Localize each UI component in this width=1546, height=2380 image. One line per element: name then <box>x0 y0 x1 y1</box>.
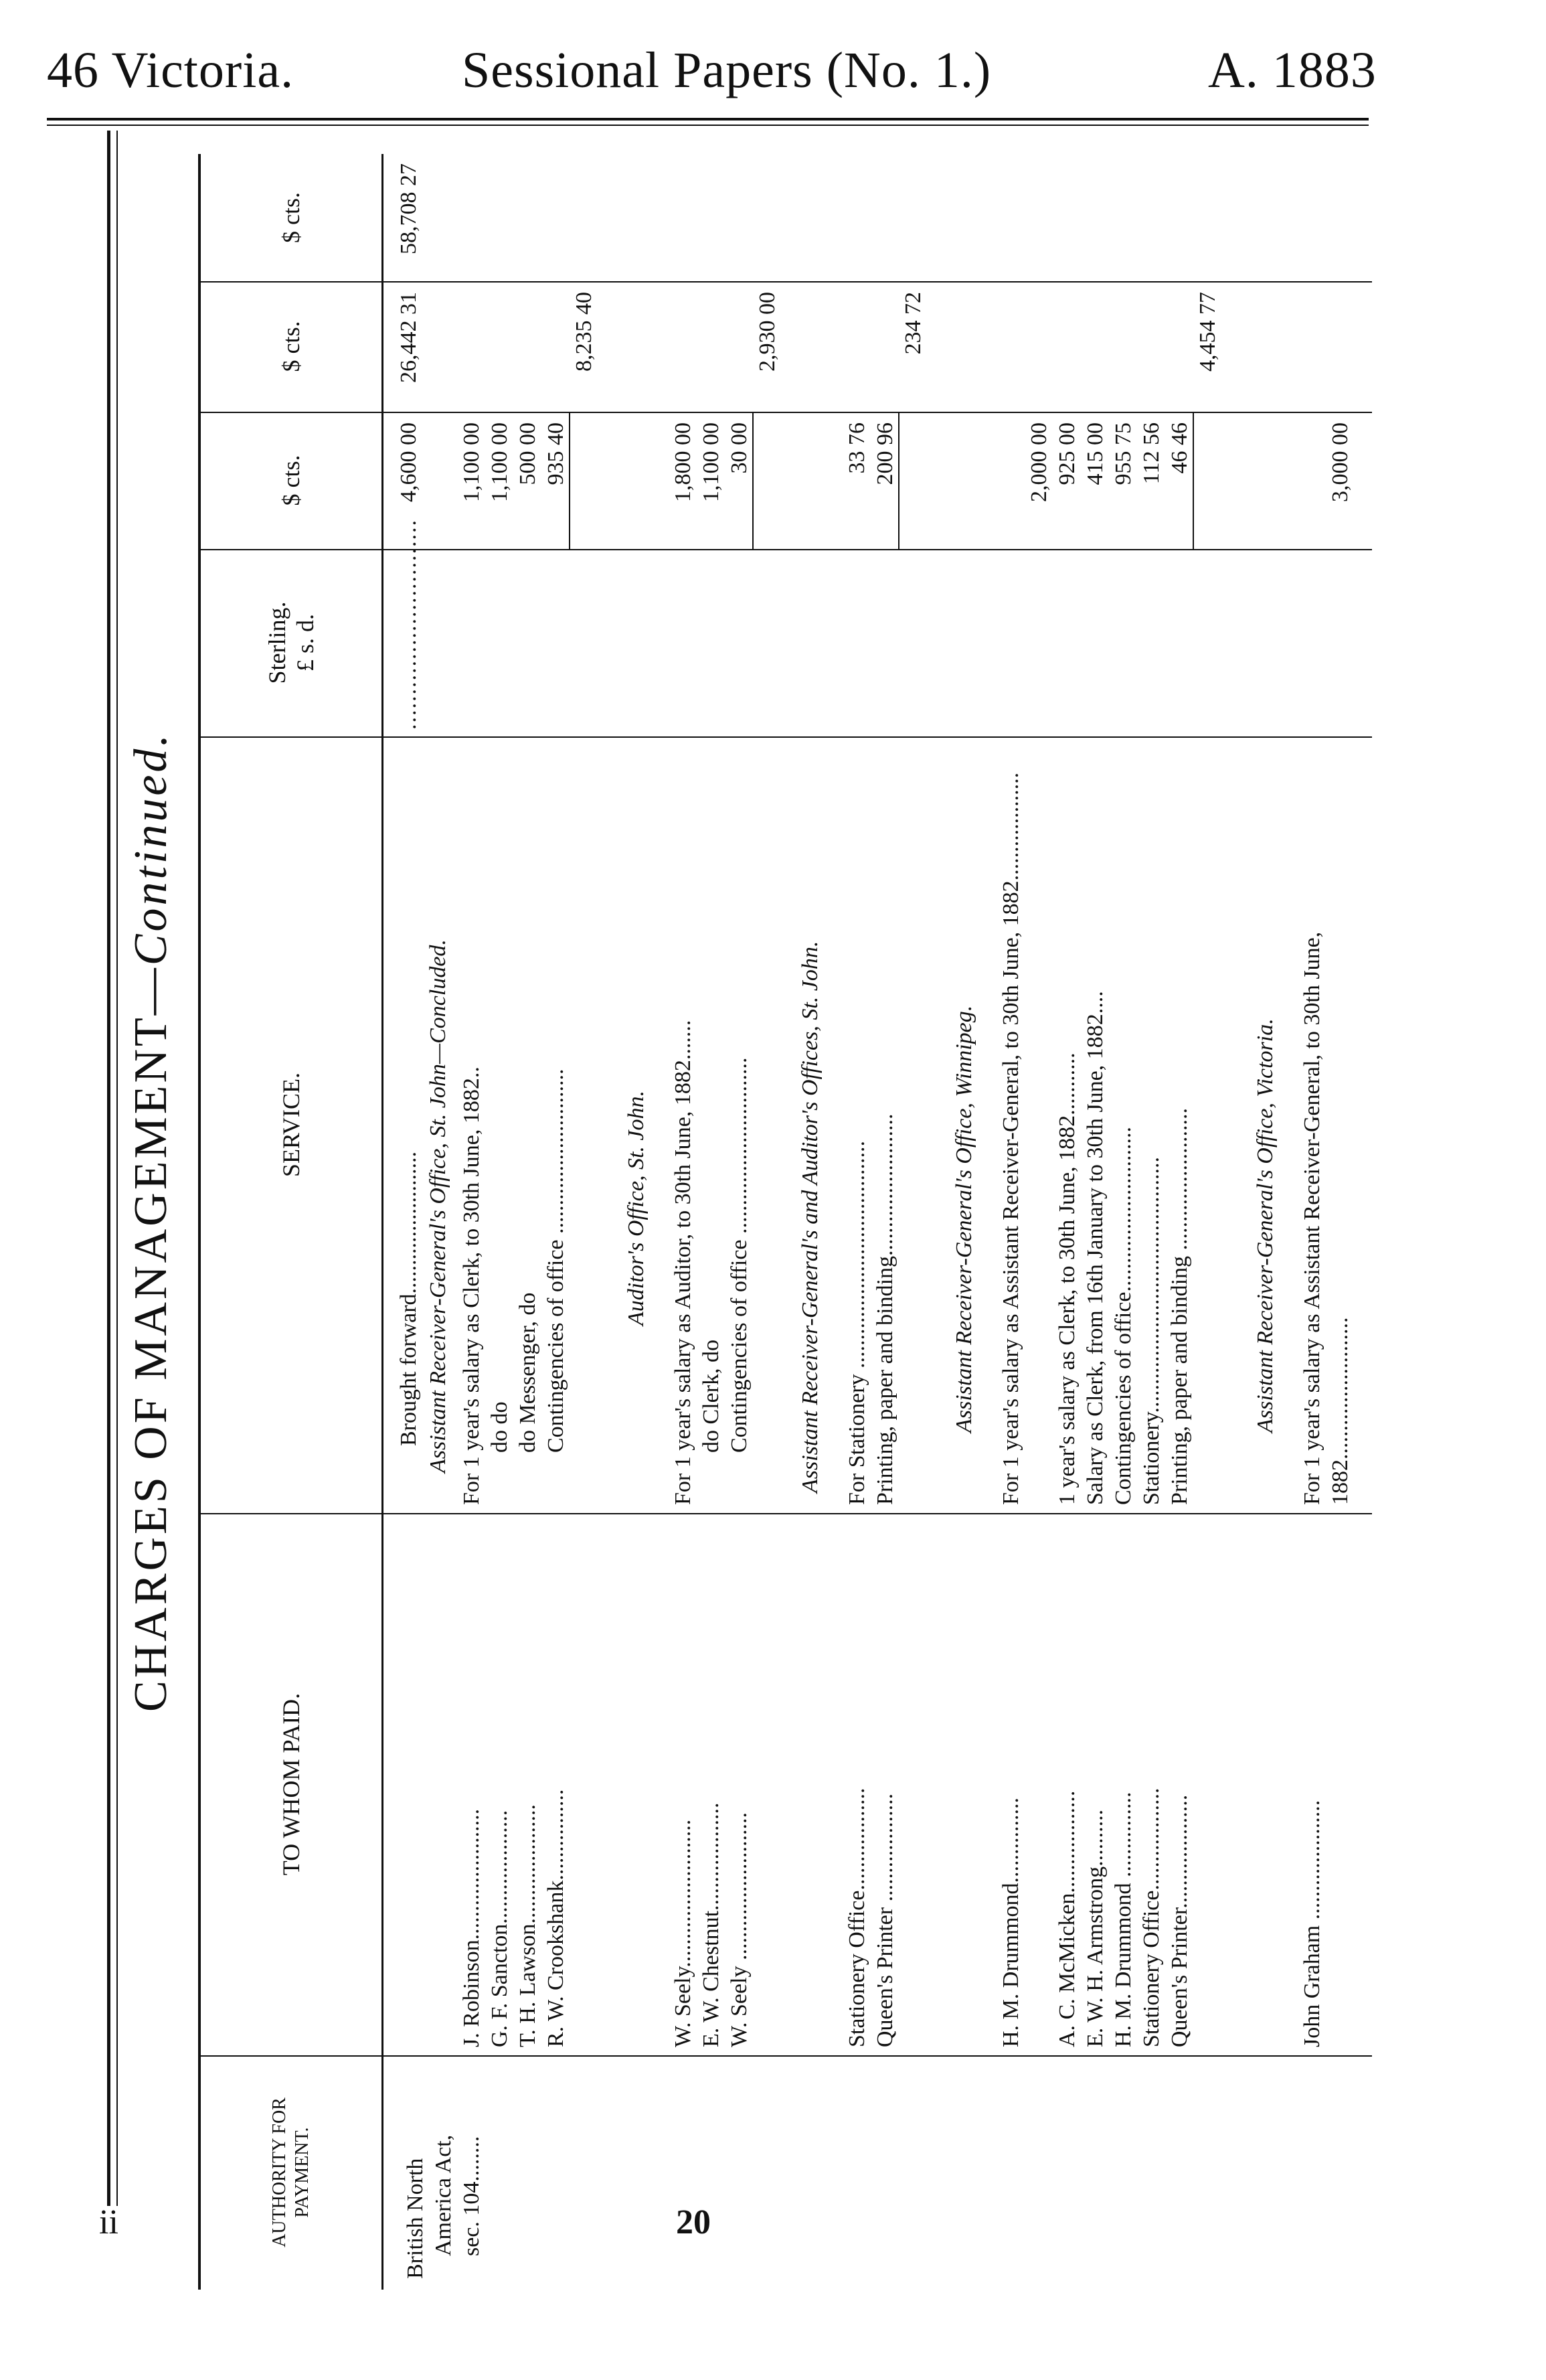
sum-rule-auditor <box>752 412 754 549</box>
amount-stationery-2: 112 56 <box>1139 422 1164 485</box>
page-number: 20 <box>676 2203 711 2241</box>
footer-left: ii <box>99 2203 118 2241</box>
service-printer-1: Printing, paper and binding......................... <box>873 1113 897 1505</box>
payee-drummond-2: H. M. Drummond ............... <box>1111 1792 1136 2047</box>
authority-line-1: British North <box>403 2158 428 2279</box>
service-crookshank: Contingencies of office ............................. <box>543 1068 568 1453</box>
brought-forward-label: Brought forward......................... <box>396 1151 421 1446</box>
table-title <box>124 154 178 2290</box>
payee-mcmicken: A. C. McMicken.................. <box>1055 1790 1080 2047</box>
amount-printer-1: 200 96 <box>873 422 897 485</box>
left-rule <box>107 131 110 2206</box>
payee-stationery-2: Stationery Office.................. <box>1139 1788 1164 2047</box>
service-stationery-2: Stationery............................................. <box>1139 1156 1164 1505</box>
amount-seely-2: 30 00 <box>727 422 752 474</box>
header-center: Sessional Papers (No. 1.) <box>462 42 992 98</box>
amount-chestnut: 1,100 00 <box>699 422 723 502</box>
title-main: CHARGES OF MANAGEMENT— <box>125 965 177 1712</box>
service-drummond-2: Contingencies of office............................. <box>1111 1126 1136 1505</box>
amount-drummond-2: 955 75 <box>1111 422 1136 485</box>
amount-stationery-1: 33 76 <box>845 422 869 474</box>
payee-printer-2: Queen's Printer.................... <box>1167 1794 1192 2047</box>
column-dollars-2 <box>201 281 1372 412</box>
sterling-dots: .............................. <box>396 519 421 730</box>
service-armstrong: Salary as Clerk, from 16th January to 30th June, 1882.... <box>1083 991 1108 1505</box>
header-authority: AUTHORITY FOR PAYMENT. <box>269 2097 313 2247</box>
section-heading-winnipeg: Assistant Receiver-General's Office, Winnipeg. <box>952 1005 976 1433</box>
header-right: A. 1883 <box>1208 42 1377 98</box>
payee-seely-1: W. Seely.......................... <box>671 1819 695 2047</box>
service-robinson: For 1 year's salary as Clerk, to 30th June, 1882.. <box>459 1066 484 1505</box>
payee-chestnut: E. W. Chestnut................... <box>699 1802 723 2047</box>
section-heading-victoria: Assistant Receiver-General's Office, Victoria. <box>1253 1018 1278 1433</box>
amount-printer-2: 46 46 <box>1167 422 1192 474</box>
service-drummond-1: For 1 year's salary as Assistant Receiver-General, to 30th June, 1882................... <box>999 772 1023 1505</box>
left-rule-thin <box>116 131 118 2206</box>
authority-line-3: sec. 104........ <box>459 2136 484 2256</box>
header-sterling-units: £ s. d. <box>292 614 319 672</box>
header-paid-to: TO WHOM PAID. <box>278 1692 305 1876</box>
payee-lawson: T. H. Lawson..................... <box>515 1804 540 2047</box>
subtotal-combined: 234 72 <box>901 292 926 355</box>
service-chestnut: do Clerk, do <box>699 1339 723 1453</box>
subtotal-brought-forward: 26,442 31 <box>396 292 421 383</box>
rotated-table-area <box>124 154 1369 2290</box>
section-heading-st-john: Assistant Receiver-General's Office, St. John—Concluded. <box>426 939 450 1473</box>
header-dollars-1: $ cts. <box>278 455 305 506</box>
amount-mcmicken: 925 00 <box>1055 422 1080 485</box>
amount-armstrong: 415 00 <box>1083 422 1108 485</box>
sum-rule-st-john <box>569 412 570 549</box>
header-left: 46 Victoria. <box>47 42 294 98</box>
authority-line-2: America Act, <box>431 2134 456 2256</box>
sum-rule-combined <box>898 412 899 549</box>
payee-stationery-1: Stationery Office.................. <box>845 1788 869 2047</box>
payee-drummond-1: H. M. Drummond............... <box>999 1797 1023 2047</box>
service-graham: For 1 year's salary as Assistant Receiver-General, to 30th June, 1882......................... <box>1300 931 1353 1505</box>
sum-rule-winnipeg <box>1193 412 1194 549</box>
column-dollars-3 <box>201 154 1372 281</box>
subtotal-winnipeg: 4,454 77 <box>1195 292 1220 372</box>
header-dollars-3: $ cts. <box>278 192 305 243</box>
amount-robinson: 1,100 00 <box>459 422 484 502</box>
payee-seely-2: W. Seely .......................... <box>727 1812 752 2047</box>
amount-sancton: 1,100 00 <box>487 422 512 502</box>
service-seely-1: For 1 year's salary as Auditor, to 30th June, 1882....... <box>671 1020 695 1505</box>
top-rule <box>47 118 1369 121</box>
total-brought-forward: 58,708 27 <box>396 163 421 254</box>
service-mcmicken: 1 year's salary as Clerk, to 30th June, 1882........... <box>1055 1052 1080 1505</box>
subtotal-auditor: 2,930 00 <box>755 292 780 372</box>
section-heading-combined: Assistant Receiver-General's and Auditor's Offices, St. John. <box>798 941 823 1493</box>
header-service: SERVICE. <box>278 1072 305 1178</box>
service-lawson: do Messenger, do <box>515 1292 540 1453</box>
payee-crookshank: R. W. Crookshank................ <box>543 1789 568 2047</box>
amount-crookshank: 935 40 <box>543 422 568 485</box>
amount-graham: 3,000 00 <box>1328 422 1353 502</box>
service-seely-2: Contingencies of office ............................... <box>727 1057 752 1453</box>
column-service <box>201 736 1372 1513</box>
column-dollars-1 <box>201 412 1372 549</box>
top-rule-thin <box>47 125 1369 126</box>
payee-armstrong: E. W. H. Armstrong.......... <box>1083 1809 1108 2047</box>
amount-lawson: 500 00 <box>515 422 540 485</box>
service-printer-2: Printing, paper and binding ......................... <box>1167 1107 1192 1505</box>
column-sterling <box>201 519 1372 736</box>
amount-drummond-1: 2,000 00 <box>1027 422 1051 502</box>
title-italic: Continued. <box>125 732 177 966</box>
column-authority <box>201 2055 1372 2290</box>
payee-graham: John Graham ..................... <box>1300 1800 1324 2047</box>
header-sterling-label: Sterling. <box>264 601 290 684</box>
payee-robinson: J. Robinson....................... <box>459 1808 484 2047</box>
payee-sancton: G. F. Sancton.................... <box>487 1810 512 2047</box>
amount-seely-1: 1,800 00 <box>671 422 695 502</box>
column-paid-to <box>201 1513 1372 2055</box>
service-stationery-1: For Stationery ........................................ <box>845 1141 869 1505</box>
payee-printer-1: Queen's Printer ................... <box>873 1793 897 2047</box>
header-sterling <box>201 549 381 736</box>
amount-brought-forward: 4,600 00 <box>396 422 421 502</box>
section-heading-auditor: Auditor's Office, St. John. <box>624 1090 649 1326</box>
subtotal-st-john: 8,235 40 <box>572 292 596 372</box>
header-dollars-2: $ cts. <box>278 321 305 372</box>
charges-table <box>198 154 1372 2290</box>
service-sancton: do do <box>487 1401 512 1453</box>
